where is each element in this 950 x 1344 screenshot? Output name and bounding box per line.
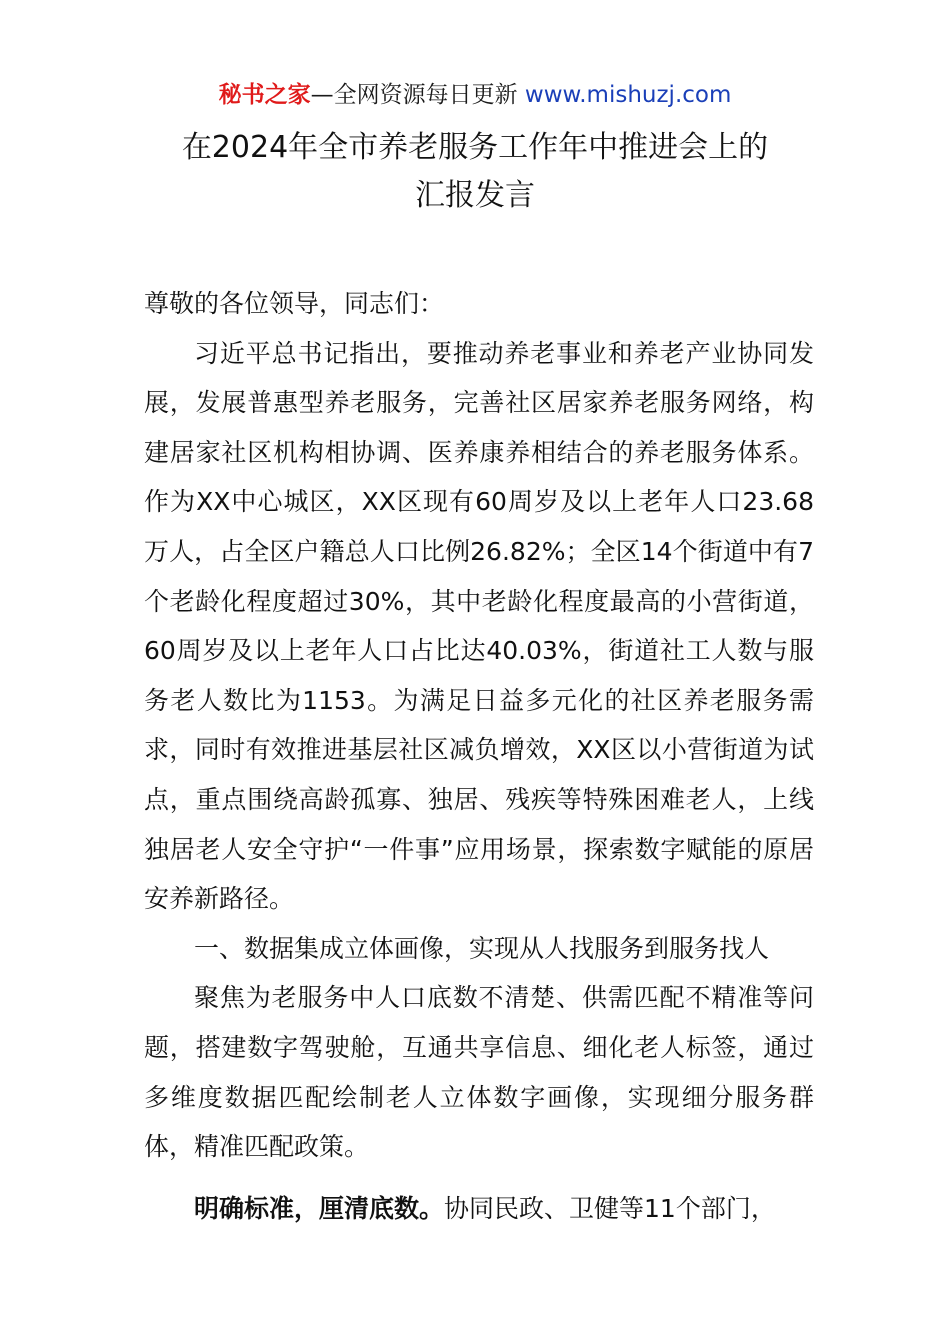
document-body (144, 279, 814, 1233)
banner-slogan: —全网资源每日更新 (310, 82, 525, 108)
document-title-line2: 汇报发言 (415, 178, 535, 213)
paragraph-intro: 习近平总书记指出，要推动养老事业和养老产业协同发展，发展普惠型养老服务，完善社区居家养老服务网络，构建居家社区机构相协调、医养康养相结合的养老服务体系。作为XX中心城区，XX区现有60周岁及以上老年人口23.68万人，占全区户籍总人口比例26.82%；全区14个街道中有7个老龄化程度超过30%，其中老龄化程度最高的小营街道，60周岁及以上老年人口占比达40.03%，街道社工人数与服务老人数比为1153。为满足日益多元化的社区养老服务需求，同时有效推进基层社区减负增效，XX区以小营街道为试点，重点围绕高龄孤寡、独居、残疾等特殊困难老人，上线独居老人安全守护“一件事”应用场景，探索数字赋能的原居安养新路径。 (144, 338, 814, 914)
paragraph-section1: 聚焦为老服务中人口底数不清楚、供需匹配不精准等问题，搭建数字驾驶舱，互通共享信息、细化老人标签，通过多维度数据匹配绘制老人立体数字画像，实现细分服务群体，精准匹配政策。 (144, 983, 814, 1162)
paragraph-lead-bold: 明确标准，厘清底数。 (194, 1193, 445, 1223)
banner-brand: 秘书之家 (218, 82, 311, 108)
paragraph-standards (144, 1184, 814, 1234)
salutation: 尊敬的各位领导，同志们： (144, 289, 445, 318)
paragraph-standards-text: 协同民政、卫健等11个部门， (444, 1193, 776, 1223)
document-title-line1: 在2024年全市养老服务工作年中推进会上的 (181, 130, 769, 165)
section-heading-1: 一、数据集成立体画像，实现从人找服务到服务找人 (194, 933, 770, 963)
banner-url-link[interactable]: www.mishuzj.com (524, 82, 732, 108)
site-banner (0, 78, 950, 112)
